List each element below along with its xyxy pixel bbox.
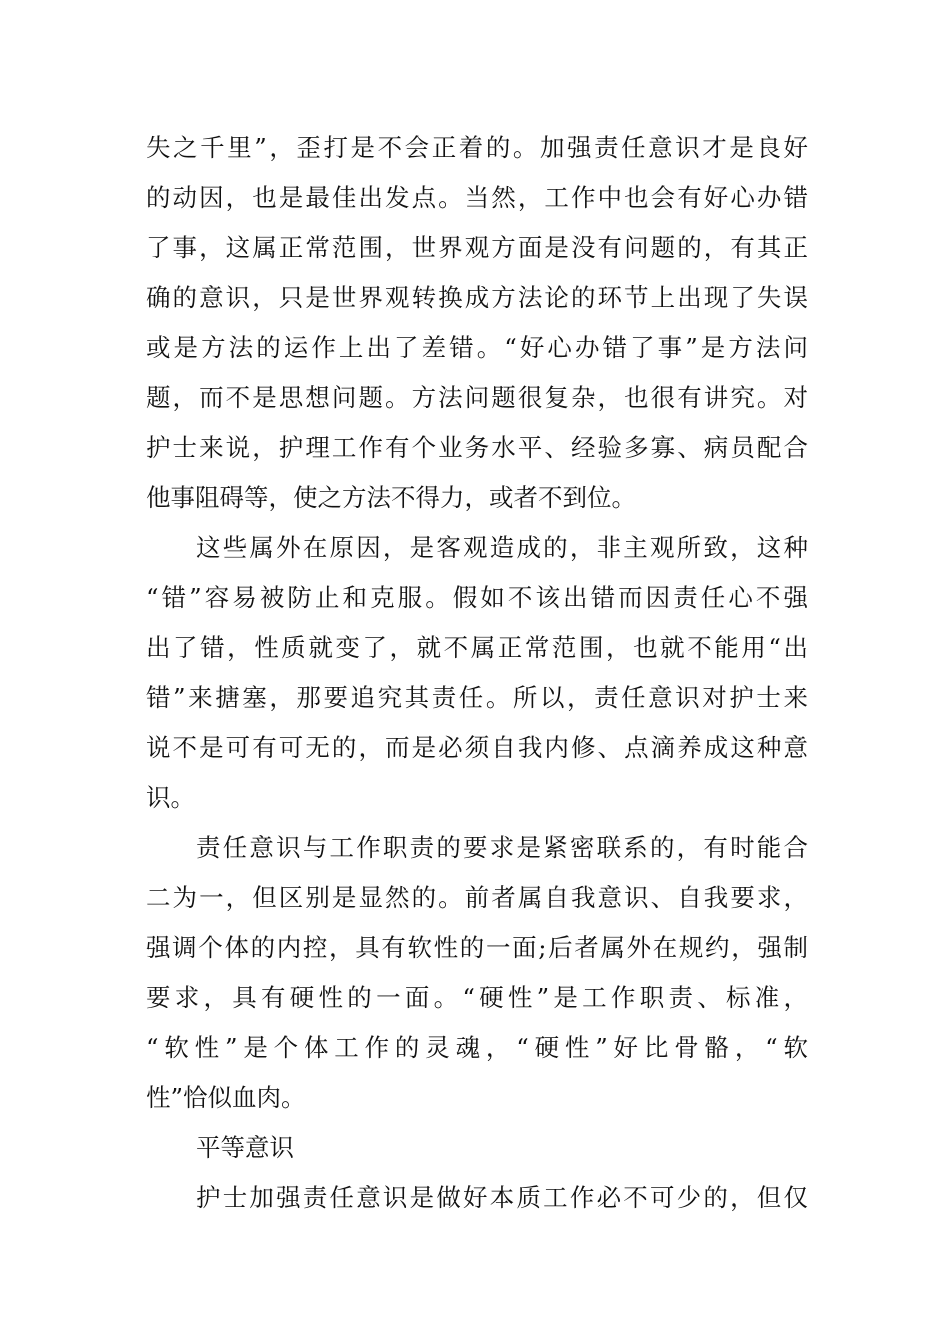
text-line: 性”恰似血肉。: [146, 1083, 306, 1112]
text-line: 失之千里”，歪打是不会正着的。加强责任意识才是良好: [146, 133, 808, 162]
text-line: 出了错，性质就变了，就不属正常范围，也就不能用“出: [146, 633, 808, 662]
text-line: 他事阻碍等，使之方法不得力，或者不到位。: [146, 483, 636, 512]
text-line: 错”来搪塞，那要追究其责任。所以，责任意识对护士来: [146, 683, 808, 712]
text-line: 识。: [146, 783, 195, 812]
text-line: 确的意识，只是世界观转换成方法论的环节上出现了失误: [146, 283, 808, 312]
text-line: 了事，这属正常范围，世界观方面是没有问题的，有其正: [146, 233, 808, 262]
text-line: 或是方法的运作上出了差错。“好心办错了事”是方法问: [146, 333, 808, 362]
text-line: 强调个体的内控，具有软性的一面;后者属外在规约，强制: [146, 933, 808, 962]
paragraph-first-line: 护士加强责任意识是做好本质工作必不可少的，但仅: [196, 1183, 808, 1212]
text-line: 说不是可有可无的，而是必须自我内修、点滴养成这种意: [146, 733, 808, 762]
section-heading: 平等意识: [196, 1133, 294, 1162]
text-line: 护士来说，护理工作有个业务水平、经验多寡、病员配合: [146, 433, 808, 462]
text-line: “软性”是个体工作的灵魂，“硬性”好比骨骼，“软: [146, 1033, 808, 1062]
paragraph-first-line: 责任意识与工作职责的要求是紧密联系的，有时能合: [196, 833, 808, 862]
text-line: “错”容易被防止和克服。假如不该出错而因责任心不强: [146, 583, 808, 612]
text-line: 题，而不是思想问题。方法问题很复杂，也很有讲究。对: [146, 383, 808, 412]
paragraph-first-line: 这些属外在原因，是客观造成的，非主观所致，这种: [196, 533, 808, 562]
text-line: 二为一，但区别是显然的。前者属自我意识、自我要求，: [146, 883, 808, 912]
text-line: 的动因，也是最佳出发点。当然，工作中也会有好心办错: [146, 183, 808, 212]
text-line: 要求，具有硬性的一面。“硬性”是工作职责、标准，: [146, 983, 808, 1012]
